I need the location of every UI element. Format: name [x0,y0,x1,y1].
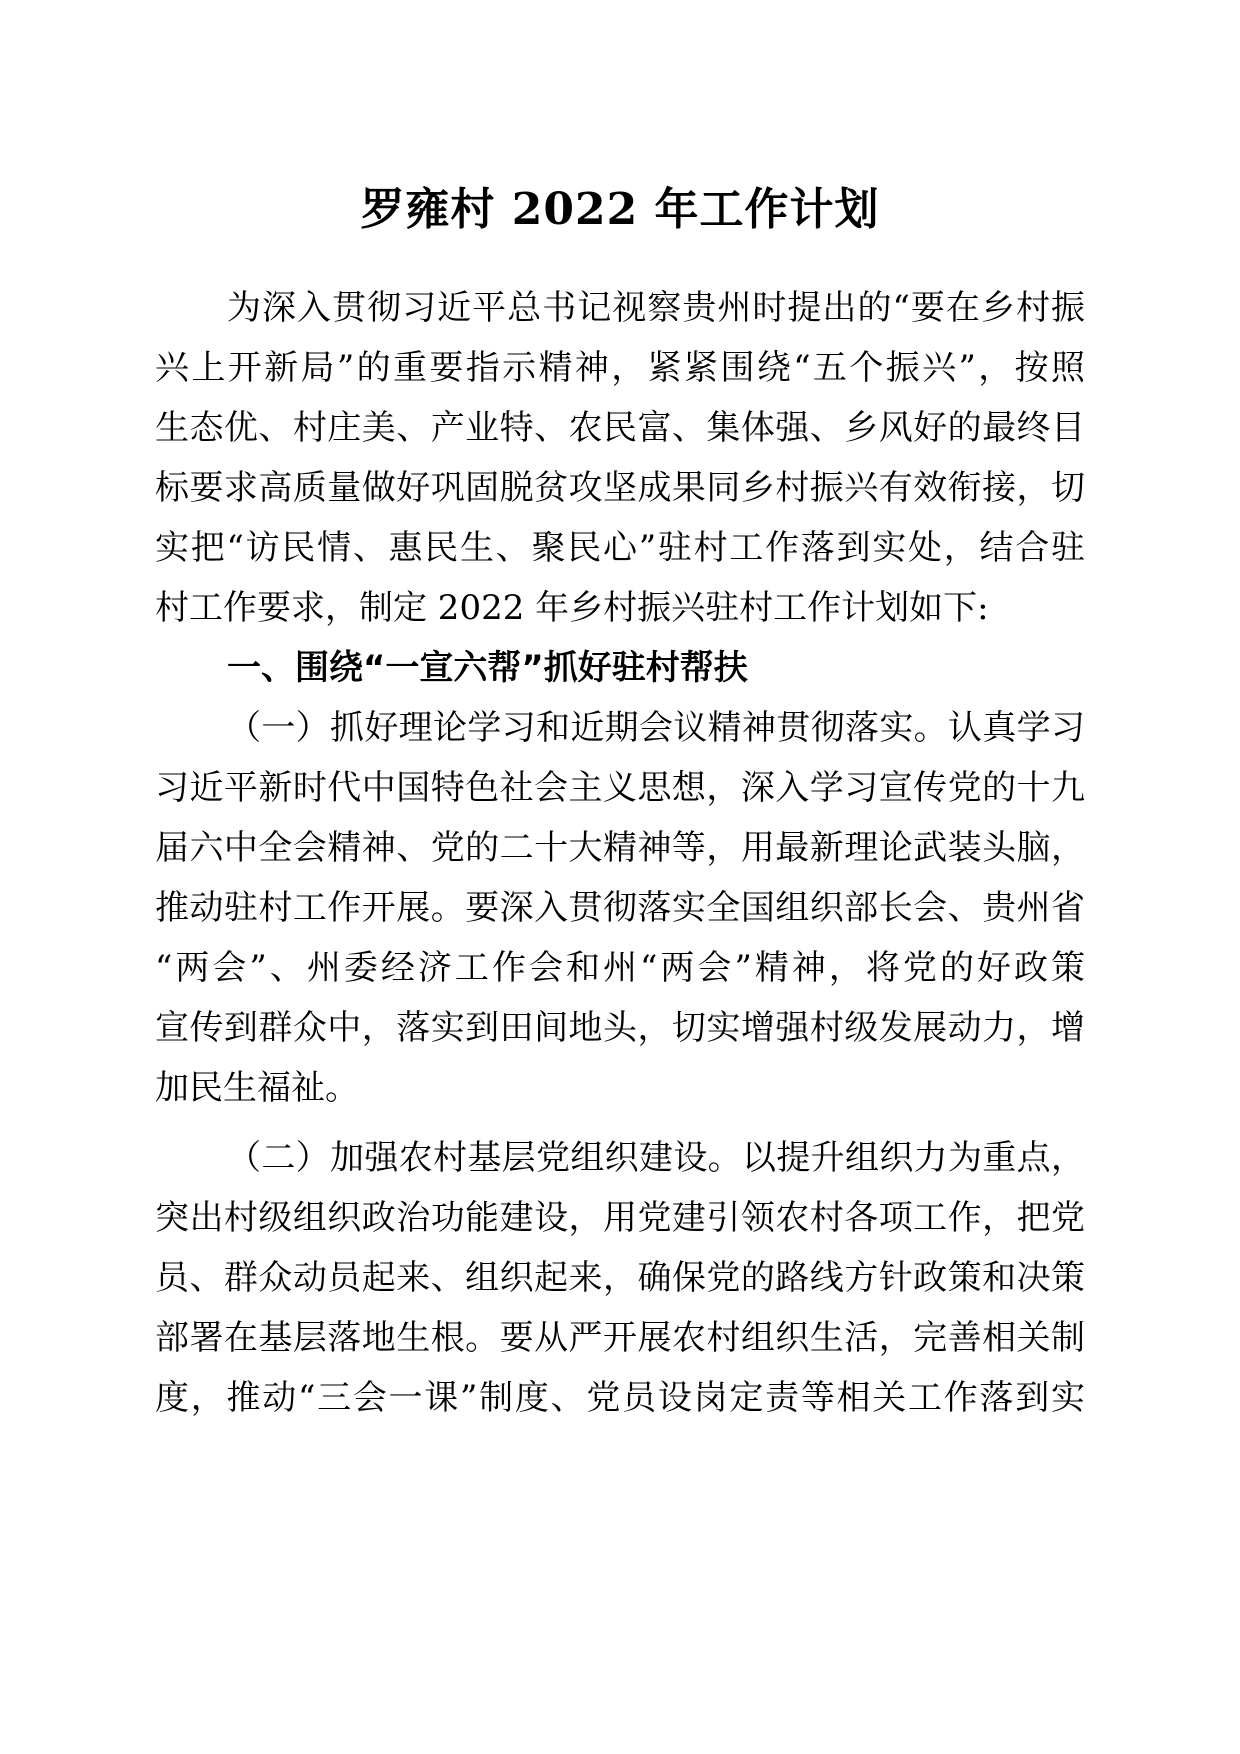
line-text: 兴上开新局”的重要指示精神，紧紧围绕“五个振兴”，按照 [155,348,1085,388]
line-text: （一）抓好理论学习和近期会议精神贯彻落实。认真学习 [227,708,1085,748]
line-text: 宣传到群众中，落实到田间地头，切实增强村级发展动力，增 [155,1008,1085,1048]
paragraph-line [155,815,1085,881]
line-text: 加民生福祉。 [155,1068,359,1108]
line-text: 标要求高质量做好巩固脱贫攻坚成果同乡村振兴有效衔接，切 [155,468,1085,508]
line-text: 村工作要求，制定 2022 年乡村振兴驻村工作计划如下: [155,588,989,628]
paragraph-line [155,575,1085,641]
paragraph-line [155,1125,1085,1191]
line-text: 员、群众动员起来、组织起来，确保党的路线方针政策和决策 [155,1258,1085,1298]
line-text: 届六中全会精神、党的二十大精神等，用最新理论武装头脑， [155,828,1085,868]
line-text: 实把“访民情、惠民生、聚民心”驻村工作落到实处，结合驻 [155,528,1085,568]
paragraph-line [155,455,1085,521]
paragraph-line [155,1365,1085,1431]
paragraph-line [155,335,1085,401]
paragraph-line [155,1185,1085,1251]
line-text: 突出村级组织政治功能建设，用党建引领农村各项工作，把党 [155,1198,1085,1238]
paragraph-line [155,1055,1085,1121]
heading-text: 一、围绕“一宣六帮”抓好驻村帮扶 [227,648,748,688]
document-title: 罗雍村 2022 年工作计划 [360,184,880,235]
paragraph-line [155,515,1085,581]
section-heading [155,635,1085,701]
paragraph-line [155,935,1085,1001]
paragraph-line [155,995,1085,1061]
paragraph-line [155,695,1085,761]
paragraph-line [155,755,1085,821]
line-text: “两会”、州委经济工作会和州“两会”精神，将党的好政策 [155,948,1085,988]
paragraph-line [155,1245,1085,1311]
line-text: （二）加强农村基层党组织建设。以提升组织力为重点， [227,1138,1085,1178]
line-text: 习近平新时代中国特色社会主义思想，深入学习宣传党的十九 [155,768,1085,808]
line-text: 推动驻村工作开展。要深入贯彻落实全国组织部长会、贵州省 [155,888,1085,928]
line-text: 为深入贯彻习近平总书记视察贵州时提出的“要在乡村振 [227,288,1085,328]
line-text: 生态优、村庄美、产业特、农民富、集体强、乡风好的最终目 [155,408,1085,448]
paragraph-line [155,275,1085,341]
paragraph-line [155,395,1085,461]
paragraph-line [155,1305,1085,1371]
line-text: 度，推动“三会一课”制度、党员设岗定责等相关工作落到实 [155,1378,1085,1418]
line-text: 部署在基层落地生根。要从严开展农村组织生活，完善相关制 [155,1318,1085,1358]
paragraph-line [155,875,1085,941]
